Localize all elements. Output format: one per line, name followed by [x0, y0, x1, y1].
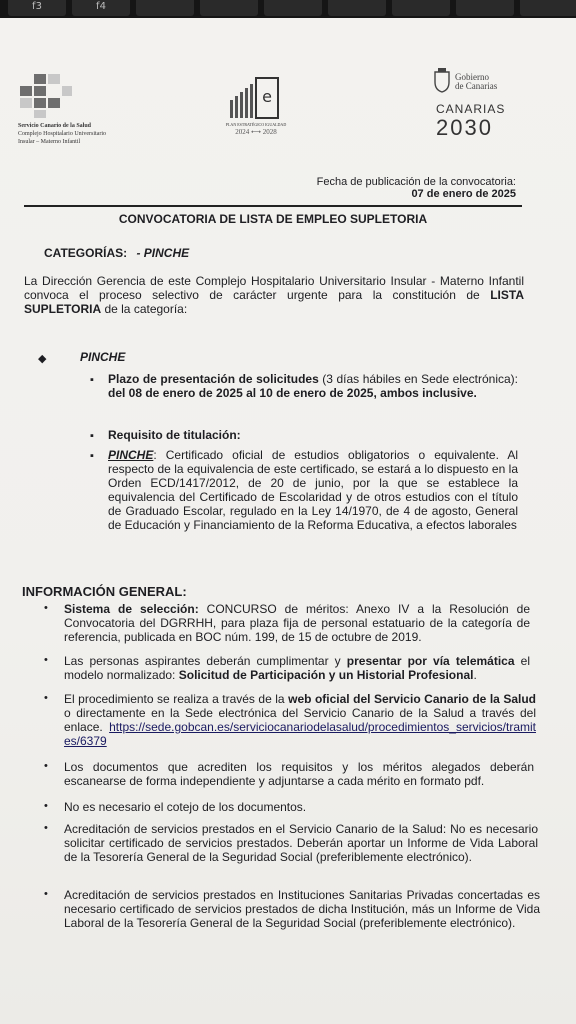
categories-line — [44, 246, 189, 260]
gobierno-line2: de Canarias — [455, 81, 498, 91]
left-logo-text — [18, 122, 118, 146]
requisito-label: Requisito de titulación: — [108, 428, 241, 442]
pinche-label: PINCHE — [108, 448, 154, 462]
org-line3: Insular – Materno Infantil — [18, 139, 81, 145]
intro-bold: LISTA SUPLETORIA — [24, 288, 524, 316]
general-item-7: Acreditación de servicios prestados en Instituciones Sanitarias Privadas concertadas es necesario certificado de servicios prestados de dicha Institución, más un Informe de Vida Laboral de la Tesorería General de la Seguridad Social (preferiblemente electrónico). — [64, 888, 540, 930]
igualdad-logo-icon — [228, 76, 284, 128]
item2-text: Las personas aspirantes deberán cumplimentar y — [64, 654, 347, 668]
general-item-6: Acreditación de servicios prestados en el Servicio Canario de la Salud: No es necesario solicitar certificado de servicios prestados. Deberán aportar un Informe de Vida Laboral de la Tesorería General de la Seguridad Social (preferiblemente electrónico). — [64, 822, 538, 864]
gobierno-line1: Gobierno — [455, 72, 489, 82]
publication-date: 07 de enero de 2025 — [411, 188, 516, 200]
general-item-5: No es necesario el cotejo de los documentos. — [64, 800, 307, 814]
org-name: Servicio Canario de la Salud — [18, 123, 92, 129]
general-heading: INFORMACIÓN GENERAL: — [22, 584, 187, 599]
bullet-icon: ▪ — [90, 430, 94, 442]
seleccion-label: Sistema de selección: — [64, 602, 199, 616]
canarias-label: CANARIAS — [436, 102, 506, 116]
pinche-requisito-paragraph — [108, 448, 518, 532]
igualdad-years: 2024 ⟷ 2028 — [235, 128, 277, 136]
seleccion-text: CONCURSO de méritos: Anexo IV a la Resolución de Convocatoria del DGRRHH, para plaza fija de personal estatuario de la categoría de referencia, publicada en BOC núm. 199, de 15 de octubre de 2019. — [64, 602, 531, 644]
keyboard-key — [392, 0, 450, 16]
gobierno-shield-icon — [432, 68, 452, 94]
plazo-label: Plazo de presentación de solicitudes — [108, 372, 319, 386]
publication-block — [240, 176, 516, 200]
bullet-icon: • — [44, 692, 48, 704]
intro-text: La Dirección Gerencia de este Complejo Hospitalario Universitario Insular - Materno Infantil convoca el proceso selectivo de carácter urgente para la constitución de — [24, 274, 524, 302]
plazo-dates: del 08 de enero de 2025 al 10 de enero de 2025, ambos inclusive. — [108, 386, 477, 400]
item2-bold1: presentar por vía telemática — [346, 654, 515, 668]
svg-text:e: e — [262, 87, 272, 106]
categories-value: - PINCHE — [136, 246, 190, 260]
keyboard-key — [200, 0, 258, 16]
general-item-2 — [64, 654, 530, 682]
keyboard-key: f3 — [8, 0, 66, 16]
bullet-icon: • — [44, 888, 48, 900]
divider — [24, 205, 522, 207]
general-item-1 — [64, 602, 530, 644]
bullet-icon: • — [44, 654, 48, 666]
sede-link[interactable]: https://sede.gobcan.es/serviciocanariodelasalud/procedimientos_servicios/tramites/6379 — [64, 720, 536, 748]
bullet-icon: • — [44, 602, 48, 614]
item2-text3: . — [473, 668, 477, 682]
item3-text: El procedimiento se realiza a través de la — [64, 692, 289, 706]
document-title: CONVOCATORIA DE LISTA DE EMPLEO SUPLETORIA — [118, 212, 428, 226]
categories-label: CATEGORÍAS: — [44, 246, 128, 260]
scs-logo-icon — [20, 74, 70, 118]
category-name: PINCHE — [80, 350, 126, 364]
keyboard-key — [328, 0, 386, 16]
bullet-icon: • — [44, 800, 48, 812]
igualdad-caption: PLAN ESTRATÉGICO IGUALDAD — [225, 122, 287, 127]
item3-bold: web oficial del Servicio Canario de la Salud — [288, 692, 537, 706]
publication-label: Fecha de publicación de la convocatoria: — [316, 176, 516, 188]
pinche-text: : Certificado oficial de estudios obligatorios o equivalente. Al respecto de la equivalencia de este certificado, se estará a lo dispuesto en la Orden ECD/1417/2012, de 20 de junio, por la que se establece la equivalencia del Certificado de Escolaridad y de otros estudios con el título de Graduado Escolar, regulado en la Ley 14/1970, de 4 de agosto, General de Educación y Financiamiento de la Reforma Educativa, a efectos laborales — [108, 448, 518, 532]
general-item-3 — [64, 692, 536, 748]
bullet-icon: • — [44, 822, 48, 834]
general-item-4: Los documentos que acrediten los requisitos y los méritos alegados deberán escanearse de forma independiente y adjuntarse a cada mérito en formato pdf. — [64, 760, 534, 788]
intro-paragraph — [24, 274, 524, 316]
plazo-paragraph — [108, 372, 518, 400]
document-page — [0, 18, 576, 1024]
bullet-icon: • — [44, 760, 48, 772]
item3-text2: o directamente en la Sede electrónica del Servicio Canario de la Salud a través del enlace. — [64, 706, 536, 734]
item2-bold2: Solicitud de Participación y un Historial Profesional — [178, 668, 474, 682]
diamond-bullet-icon: ◆ — [38, 353, 47, 365]
gobierno-text — [455, 73, 497, 91]
org-line2: Complejo Hospitalario Universitario — [18, 131, 106, 137]
intro-text-end: de la categoría: — [101, 302, 188, 316]
bullet-icon: ▪ — [90, 450, 94, 462]
keyboard-key — [520, 0, 576, 16]
bullet-icon: ▪ — [90, 374, 94, 386]
canarias-year: 2030 — [436, 115, 493, 140]
plazo-text: (3 días hábiles en Sede electrónica): — [318, 372, 519, 386]
keyboard-key — [136, 0, 194, 16]
item2-text2: el modelo normalizado: — [64, 654, 530, 682]
keyboard-key — [264, 0, 322, 16]
keyboard-key: f4 — [72, 0, 130, 16]
keyboard-key — [456, 0, 514, 16]
